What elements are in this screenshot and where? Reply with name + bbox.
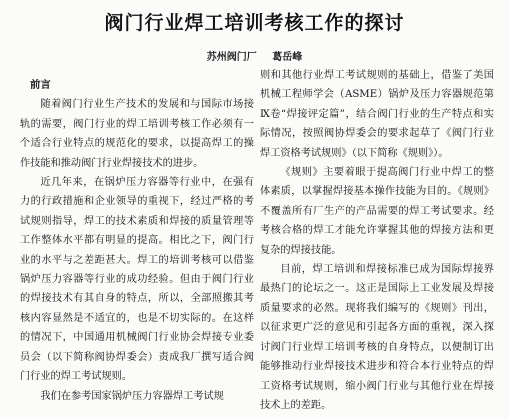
paragraph: 目前，焊工培训和焊接标准已成为国际焊接界最热门的论坛之一。这正是国际上工业发展及焊接质量要求的必然。现将我们编写的《规则》刊出，以征求更广泛的意见和引起各方面的重视，深入探讨阀门行业焊工培训考核的自身特点，以便制订出能够推动行业焊接技术进步和符合本行业特点的焊工资格考试规则，缩小阀门行业与其他行业在焊接技术上的差距。: [260, 264, 494, 411]
paragraph: 我们在参考国家锅炉压力容器焊工考试规: [40, 390, 224, 402]
paragraph: 近几年来，在锅炉压力容器等行业中，在强有力的行政措施和企业领导的重视下，经过严格的考试规则指导，焊工的技术素质和焊接的质量管理等工作整体水平都有明显的提高。相比之下，阀门行业的水平与之差距甚大。焊工的培训考核可以借鉴锅炉压力容器等行业的成功经验。但由于阀门行业的焊接技术有其自身的特点，所以，全部照搬其考核内容显然是不适宜的，也是不切实际的。在这样的情况下，中国通用机械阀门行业协会焊接专业委员会（以下简称阀协焊委会）责成我厂撰写适合阀门行业的焊工考试规则。: [20, 177, 254, 383]
paragraph-continuation: 则和其他行业焊工考试规则的基础上，借鉴了美国机械工程师学会（ASME）锅炉及压力容器规范第Ⅸ卷“焊接评定篇”，结合阀门行业的生产特点和实际情况，按照阀协焊委会的要求起草了《阀门行业焊工资格考试规则》（以下简称《规则》）。: [260, 70, 494, 159]
paragraph: 《规则》主要着眼于提高阀门行业中焊工的整体素质，以掌握焊接基本操作技能为目的。《规则》不覆盖所有厂生产的产品需要的焊工考试要求。经考核合格的焊工才能允许掌握其他的焊接方法和更复杂的焊接技能。: [260, 167, 494, 256]
left-column: [20, 76, 254, 406]
paragraph: 随着阀门行业生产技术的发展和与国际市场接轨的需要，阀门行业的焊工培训考核工作必须有一个适合行业特点的规范化的要求，以提高焊工的操作技能和推动阀门行业焊接技术的进步。: [20, 99, 254, 169]
article-title: 阀门行业焊工培训考核工作的探讨: [104, 12, 405, 34]
author-name: 葛岳峰: [272, 52, 303, 63]
author-line: [0, 48, 509, 63]
section-heading-preface: 前言: [30, 79, 51, 91]
right-column: [260, 66, 494, 415]
author-affiliation: 苏州阀门厂: [206, 52, 257, 63]
